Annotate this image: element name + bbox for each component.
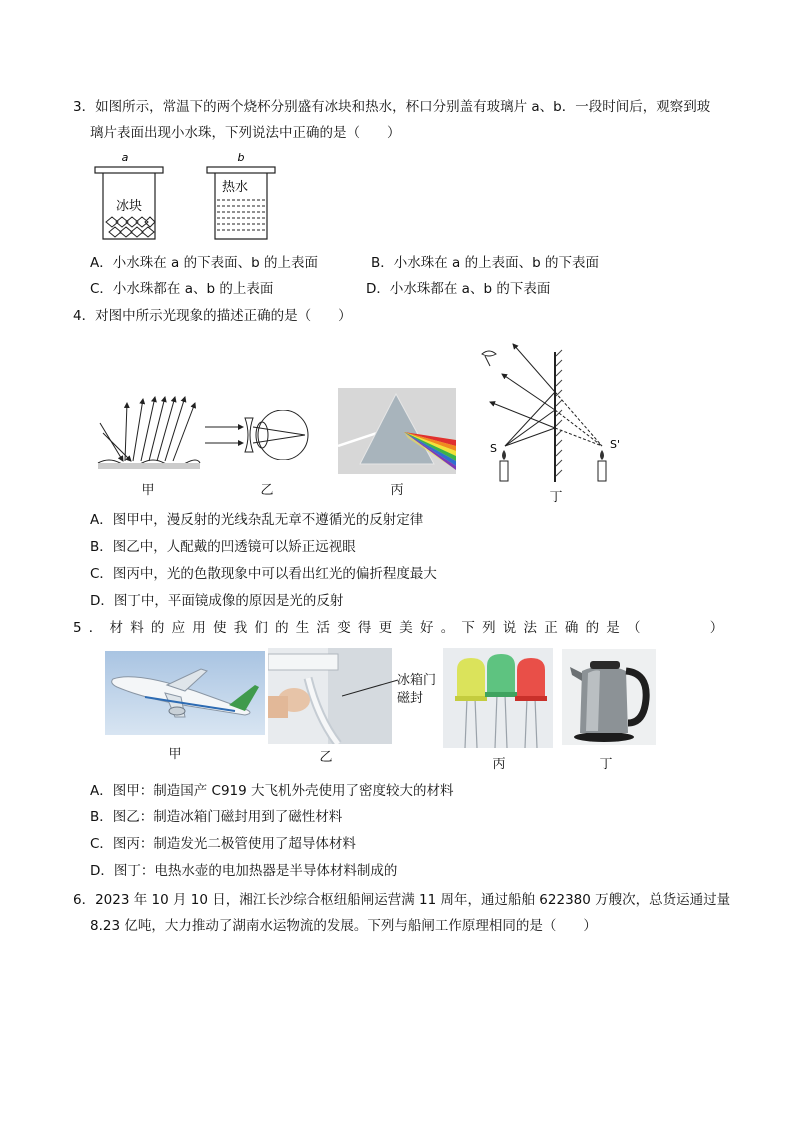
q4-fig-bing-prism bbox=[338, 388, 456, 474]
q3-option-a[interactable]: A．小水珠在 a 的下表面、b 的上表面 bbox=[90, 255, 318, 271]
q5-fridge-label-1: 冰箱门 bbox=[397, 673, 437, 688]
q3-stem-line1: 3．如图所示，常温下的两个烧杯分别盛有冰块和热水，杯口分别盖有玻璃片 a、b．一段时间后，观察到玻 bbox=[73, 99, 711, 115]
q5-caption-yi: 乙 bbox=[319, 750, 333, 765]
eye-icon bbox=[482, 351, 496, 356]
q3-option-b[interactable]: B．小水珠在 a 的上表面、b 的下表面 bbox=[371, 255, 599, 271]
glass-plate-b bbox=[207, 167, 275, 173]
q4-fig-jia-diffuse-reflection bbox=[95, 395, 205, 475]
q4-fig-yi-eye-lens bbox=[205, 410, 315, 460]
q5-caption-jia: 甲 bbox=[168, 747, 182, 762]
q4-caption-ding: 丁 bbox=[549, 490, 563, 505]
q5-option-b[interactable]: B．图乙：制造冰箱门磁封用到了磁性材料 bbox=[90, 809, 343, 825]
q5-fridge-pointer bbox=[342, 674, 402, 698]
q3-option-c[interactable]: C．小水珠都在 a、b 的上表面 bbox=[90, 281, 274, 297]
q4-caption-bing: 丙 bbox=[390, 483, 404, 498]
glass-plate-a bbox=[95, 167, 163, 173]
q3-beaker-figure bbox=[85, 150, 285, 242]
hot-water-dashes bbox=[217, 200, 265, 230]
q5-caption-bing: 丙 bbox=[492, 757, 506, 772]
q4-label-s: S bbox=[490, 442, 497, 455]
q4-option-c[interactable]: C．图丙中，光的色散现象中可以看出红光的偏折程度最大 bbox=[90, 566, 437, 582]
q5-option-c[interactable]: C．图丙：制造发光二极管使用了超导体材料 bbox=[90, 836, 356, 852]
q4-option-d[interactable]: D．图丁中，平面镜成像的原因是光的反射 bbox=[90, 593, 344, 609]
ice-cubes bbox=[106, 217, 155, 237]
q3-label-a: a bbox=[121, 151, 129, 164]
q4-option-b[interactable]: B．图乙中，人配戴的凹透镜可以矫正远视眼 bbox=[90, 539, 356, 555]
q4-fig-ding-plane-mirror bbox=[480, 342, 630, 486]
q6-stem-line2: 8.23 亿吨，大力推动了湖南水运物流的发展。下列与船闸工作原理相同的是（ ） bbox=[90, 918, 597, 934]
q4-caption-yi: 乙 bbox=[260, 483, 274, 498]
q5-stem: 5．材料的应用使我们的生活变得更美好。下列说法正确的是（ ） bbox=[73, 620, 731, 636]
q3-text-ice: 冰块 bbox=[115, 199, 143, 214]
q3-option-d[interactable]: D．小水珠都在 a、b 的下表面 bbox=[366, 281, 551, 297]
q4-caption-jia: 甲 bbox=[141, 483, 155, 498]
q5-caption-ding: 丁 bbox=[599, 757, 613, 772]
q4-stem: 4．对图中所示光现象的描述正确的是（ ） bbox=[73, 308, 352, 324]
q5-option-a[interactable]: A．图甲：制造国产 C919 大飞机外壳使用了密度较大的材料 bbox=[90, 783, 454, 799]
q3-text-hot: 热水 bbox=[221, 180, 249, 195]
q4-option-a[interactable]: A．图甲中，漫反射的光线杂乱无章不遵循光的反射定律 bbox=[90, 512, 424, 528]
q5-photo-bing-leds bbox=[443, 648, 553, 748]
q5-photo-jia-airplane bbox=[105, 651, 265, 735]
q3-stem-line2: 璃片表面出现小水珠，下列说法中正确的是（ ） bbox=[90, 125, 401, 141]
q5-fridge-label-2: 磁封 bbox=[397, 691, 424, 706]
q5-option-d[interactable]: D．图丁：电热水壶的电加热器是半导体材料制成的 bbox=[90, 863, 398, 879]
q3-label-b: b bbox=[237, 151, 245, 164]
q4-label-s-prime: S' bbox=[610, 438, 621, 451]
q6-stem-line1: 6．2023 年 10 月 10 日，湘江长沙综合枢纽船闸运营满 11 周年，通过船舶 622380 万艘次，总货运通过量 bbox=[73, 892, 731, 908]
q5-photo-ding-kettle bbox=[562, 649, 656, 745]
